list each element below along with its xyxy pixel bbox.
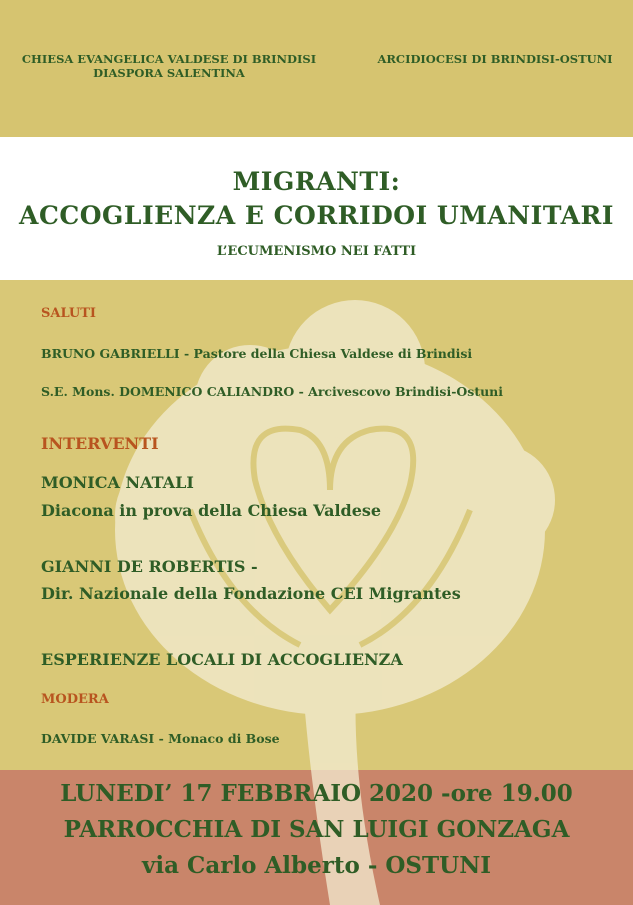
moderator-name: DAVIDE VARASI — [41, 731, 155, 746]
event-date: LUNEDI’ 17 FEBBRAIO 2020 -ore 19.00 — [60, 780, 573, 807]
speaker-2-role: Dir. Nazionale della Fondazione CEI Migrantes — [41, 584, 461, 603]
saluti-2-name: S.E. Mons. DOMENICO CALIANDRO — [41, 384, 295, 399]
modera-heading: MODERA — [41, 692, 109, 707]
event-venue: PARROCCHIA DI SAN LUIGI GONZAGA — [63, 816, 570, 843]
esperienze-heading: ESPERIENZE LOCALI DI ACCOGLIENZA — [41, 650, 403, 669]
saluti-1-name: BRUNO GABRIELLI — [41, 346, 180, 361]
subtitle: L’ECUMENISMO NEI FATTI — [216, 244, 417, 259]
saluti-heading: SALUTI — [41, 306, 96, 321]
title-line1: MIGRANTI: — [232, 167, 401, 196]
saluti-1-role: - Pastore della Chiesa Valdese di Brindisi — [179, 346, 473, 361]
saluti-1 — [41, 346, 472, 361]
event-address: via Carlo Alberto - OSTUNI — [142, 852, 491, 879]
org-left-line1: CHIESA EVANGELICA VALDESE DI BRINDISI — [21, 52, 317, 66]
saluti-2-role: - Arcivescovo Brindisi-Ostuni — [294, 384, 504, 399]
speaker-1-role: Diacona in prova della Chiesa Valdese — [41, 501, 382, 520]
moderator-role: - Monaco di Bose — [154, 731, 280, 746]
title-line2: ACCOGLIENZA E CORRIDOI UMANITARI — [19, 201, 614, 230]
moderator — [41, 731, 280, 746]
interventi-heading: INTERVENTI — [41, 434, 159, 453]
org-left-line2: DIASPORA SALENTINA — [93, 66, 245, 80]
speaker-1-name: MONICA NATALI — [41, 473, 194, 492]
org-left-name — [14, 52, 324, 80]
saluti-2 — [41, 384, 503, 399]
org-right-name: ARCIDIOCESI DI BRINDISI-OSTUNI — [377, 52, 613, 66]
speaker-2-name: GIANNI DE ROBERTIS - — [41, 557, 258, 576]
